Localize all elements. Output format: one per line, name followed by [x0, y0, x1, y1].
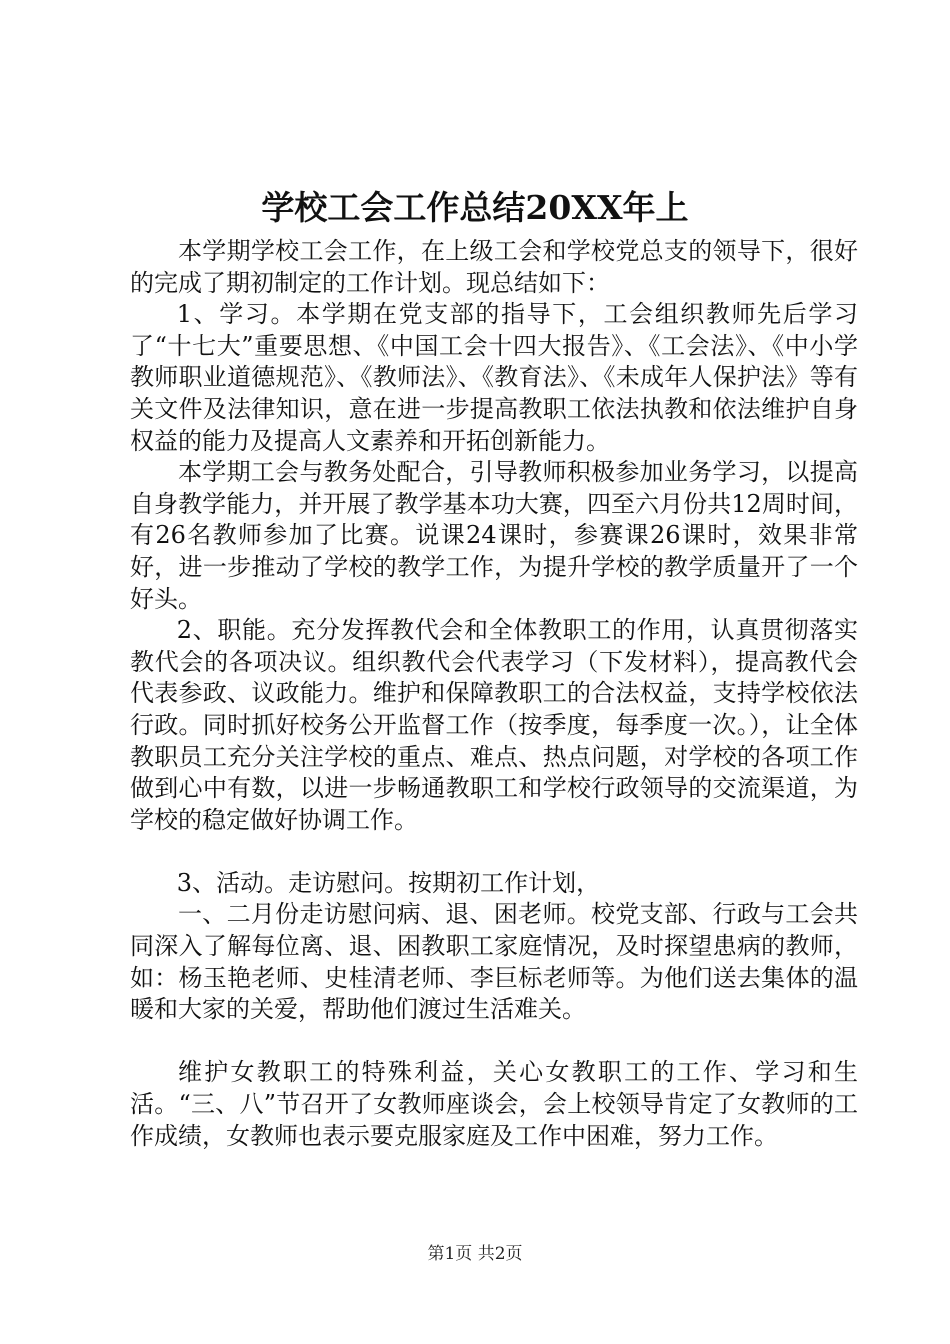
page-number-footer: 第1页 共2页	[427, 1244, 523, 1264]
women-staff-paragraph: 维护女教职工的特殊利益，关心女教职工的工作、学习和生活。“三、八”节召开了女教师座谈会，会上校领导肯定了女教师的工作成绩，女教师也表示要克服家庭及工作中困难，努力工作。	[130, 1058, 858, 1150]
document-title: 学校工会工作总结20XX年上	[261, 188, 689, 227]
function-paragraph: 2、职能。充分发挥教代会和全体教职工的作用，认真贯彻落实教代会的各项决议。组织教代会代表学习（下发材料），提高教代会代表参政、议政能力。维护和保障教职工的合法权益，支持学校依法行政。同时抓好校务公开监督工作（按季度，每季度一次。），让全体教职员工充分关注学校的重点、难点、热点问题，对学校的各项工作做到心中有数，以进一步畅通教职工和学校行政领导的交流渠道，为学校的稳定做好协调工作。	[130, 616, 858, 834]
visit-paragraph: 一、二月份走访慰问病、退、困老师。校党支部、行政与工会共同深入了解每位离、退、困教职工家庭情况，及时探望患病的教师，如：杨玉艳老师、史桂清老师、李巨标老师等。为他们送去集体的温暖和大家的关爱，帮助他们渡过生活难关。	[130, 900, 858, 1024]
teaching-contest-paragraph: 本学期工会与教务处配合，引导教师积极参加业务学习，以提高自身教学能力，并开展了教学基本功大赛，四至六月份共12周时间，有26名教师参加了比赛。说课24课时，参赛课26课时，效果非常好，进一步推动了学校的教学工作，为提升学校的教学质量开了一个好头。	[130, 458, 858, 613]
intro-paragraph: 本学期学校工会工作，在上级工会和学校党总支的领导下，很好的完成了期初制定的工作计划。现总结如下：	[130, 237, 858, 297]
paragraph-gap	[130, 836, 858, 868]
document-body	[130, 236, 858, 1152]
study-paragraph: 1、学习。本学期在党支部的指导下，工会组织教师先后学习了“十七大”重要思想、《中国工会十四大报告》、《工会法》、《中小学教师职业道德规范》、《教师法》、《教育法》、《未成年人保护法》等有关文件及法律知识，意在进一步提高教职工依法执教和依法维护自身权益的能力及提高人文素养和开拓创新能力。	[130, 300, 858, 455]
activity-paragraph: 3、活动。走访慰问。按期初工作计划，	[176, 868, 601, 897]
paragraph-gap	[130, 1026, 858, 1058]
